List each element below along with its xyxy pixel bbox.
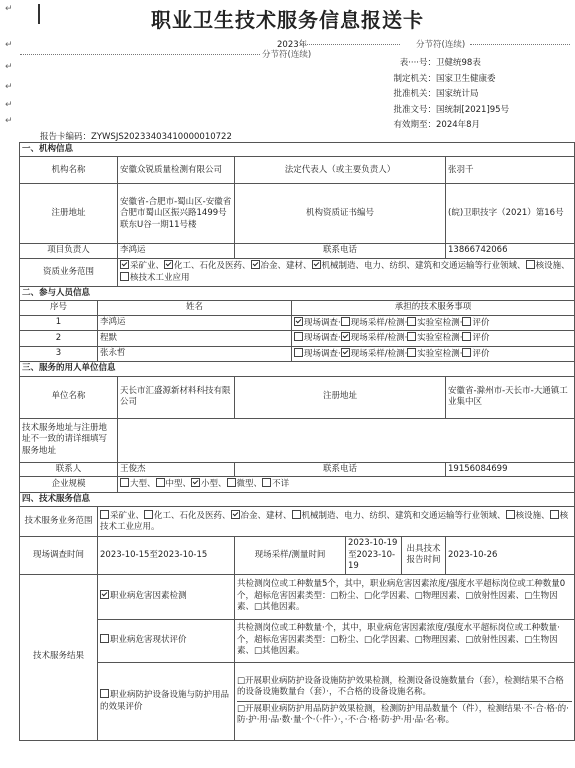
person-name[interactable]: 李鸿运 <box>98 315 292 330</box>
col-service-items: 承担的技术服务事项 <box>292 301 575 315</box>
checkbox-label: 大型、 <box>130 479 156 490</box>
info-line <box>378 72 573 88</box>
person-number: 1 <box>20 315 98 330</box>
checkbox[interactable] <box>294 332 303 341</box>
checkbox[interactable] <box>262 478 271 487</box>
checkbox[interactable] <box>341 332 350 341</box>
checkbox[interactable] <box>120 260 129 269</box>
checkbox-label: 实验室检测· <box>417 317 463 328</box>
result-evaluation-text: 共检测岗位或工种数量·个，其中，职业病危害因素浓度/强度水平超标岗位或工种数量·个，超标危害因素类型：□粉尘、□化学因素、□物理因素、□放射性因素、□生物因素、□其他因素。 <box>235 619 575 662</box>
section-service-header: 四、技术服务信息 <box>20 492 575 506</box>
person-name[interactable]: 程默 <box>98 331 292 346</box>
info-label: 批准机关： <box>393 89 436 99</box>
checkbox-label: 实验室检测· <box>417 333 463 344</box>
org-name-label: 机构名称 <box>20 157 118 184</box>
org-address-label: 注册地址 <box>20 184 118 244</box>
statistics-info-box <box>378 56 573 144</box>
report-time-label: 出具技术报告时间 <box>402 537 446 574</box>
org-address-value[interactable]: 安徽省-合肥市-蜀山区-安徽省合肥市蜀山区振兴路1499号联东U谷一期11号楼 <box>118 184 235 244</box>
info-value: 卫健统98表 <box>436 58 481 68</box>
checkbox-label: 核设施、 <box>535 260 570 271</box>
checkbox[interactable] <box>407 317 416 326</box>
checkbox-label: 现场调查· <box>304 317 341 328</box>
checkbox[interactable] <box>407 348 416 357</box>
section-break-label-2: 分节符(连续) <box>262 50 312 60</box>
checkbox-label: 现场采样/检测· <box>350 348 408 359</box>
checkbox-label: 机械制造、电力、纺织、建筑和交通运输等行业领域、 <box>321 260 526 271</box>
contact-value[interactable]: 王俊杰 <box>118 462 235 476</box>
info-line <box>378 87 573 103</box>
paragraph-mark: ↵ <box>5 62 13 72</box>
section-break-line <box>300 44 400 45</box>
checkbox[interactable] <box>526 260 535 269</box>
section-employer-header: 三、服务的用人单位信息 <box>20 362 575 376</box>
checkbox-label: 化工、石化及医药、 <box>154 510 231 521</box>
legal-rep-label: 法定代表人（或主要负责人） <box>235 157 446 184</box>
project-lead-label: 项目负责人 <box>20 244 118 258</box>
checkbox[interactable] <box>100 634 109 643</box>
col-name: 姓名 <box>98 301 292 315</box>
unit-address-label: 注册地址 <box>235 376 446 418</box>
unit-name-value[interactable]: 天长市汇盛源新材料科技有限公司 <box>118 376 235 418</box>
checkbox[interactable] <box>462 348 471 357</box>
cert-number-value[interactable]: (皖)卫职技字（2021）第16号 <box>446 184 575 244</box>
project-lead-value[interactable]: 李鸿运 <box>118 244 235 258</box>
person-number: 3 <box>20 346 98 361</box>
org-name-value[interactable]: 安徽众锐质量检测有限公司 <box>118 157 235 184</box>
checkbox-label: 冶金、建材、 <box>240 510 292 521</box>
checkbox-label: 采矿业、 <box>130 260 165 271</box>
paragraph-mark: ↵ <box>5 82 13 92</box>
paragraph-mark: ↵ <box>5 40 13 50</box>
checkbox[interactable] <box>100 510 109 519</box>
checkbox-label: 现场采样/检测· <box>350 333 408 344</box>
checkbox-label: 现场调查· <box>304 333 341 344</box>
report-time-value[interactable]: 2023-10-26 <box>446 537 575 574</box>
person-items <box>292 346 575 361</box>
report-card-number: 报告卡编码：ZYWSJS20233403410000010722 <box>40 132 232 142</box>
contact-label: 联系人 <box>20 462 118 476</box>
checkbox[interactable] <box>341 317 350 326</box>
checkbox[interactable] <box>120 272 129 281</box>
info-label: 表····号： <box>399 58 436 68</box>
qualification-scope-label: 资质业务范围 <box>20 258 118 286</box>
checkbox-label: 核设施、 <box>515 510 550 521</box>
protection-supplies-text: □开展职业病防护用品防护效果检测，检测防护用品数量个（件），检测结果·不·合·格·的·防·护·用·品·数·量·个·（·件·）·，·不·合·格·防·护·用·品·名·称。 <box>237 703 569 725</box>
cert-number-label: 机构资质证书编号 <box>235 184 446 244</box>
protection-equipment-text: □开展职业病防护设备设施防护效果检测，检测设备设施数量台（套），检测结果不合格的设备设施数量台（套）·，不合格的设备设施名称。 <box>237 676 572 702</box>
checkbox-label: 评价 <box>472 348 490 359</box>
checkbox[interactable] <box>407 332 416 341</box>
year-line: 2023年 <box>277 40 308 50</box>
company-size-checklist <box>118 477 575 492</box>
paragraph-mark: ↵ <box>5 116 13 126</box>
person-name[interactable]: 张永哲 <box>98 346 292 361</box>
checkbox[interactable] <box>100 689 109 698</box>
person-items <box>292 315 575 330</box>
section-org-header: 一、机构信息 <box>20 143 575 157</box>
checkbox-label: 不详 <box>272 479 290 490</box>
info-value: 2024年8月 <box>436 120 481 130</box>
checkbox-label: 现场采样/检测· <box>350 317 408 328</box>
service-address-value[interactable] <box>118 418 575 462</box>
checkbox[interactable] <box>506 510 515 519</box>
unit-phone-value[interactable]: 19156084699 <box>446 462 575 476</box>
result-evaluation-label: 职业病危害现状评价 <box>98 619 235 662</box>
checkbox-label: 化工、石化及医药、 <box>174 260 251 271</box>
checkbox[interactable] <box>341 348 350 357</box>
org-phone-label: 联系电话 <box>235 244 446 258</box>
page-title: 职业卫生技术服务信息报送卡 <box>151 8 424 32</box>
info-label: 批准文号： <box>393 104 436 115</box>
service-scope-checklist <box>98 507 575 537</box>
checkbox[interactable] <box>294 317 303 326</box>
checkbox-label: 现场调查· <box>304 348 341 359</box>
section-break-line <box>20 54 260 55</box>
checkbox-label: 采矿业、 <box>110 510 145 521</box>
service-scope-label: 技术服务业务范围 <box>20 507 98 537</box>
org-phone-value[interactable]: 13866742066 <box>446 244 575 258</box>
unit-name-label: 单位名称 <box>20 376 118 418</box>
info-label: 制定机关： <box>393 73 436 84</box>
checkbox[interactable] <box>191 478 200 487</box>
checkbox-label: 中型、 <box>165 479 192 490</box>
checkbox[interactable] <box>462 317 471 326</box>
section-break-line <box>470 44 570 45</box>
checkbox-label: 核技术工业应用。 <box>100 510 569 533</box>
checkbox-label: 冶金、建材、 <box>260 260 312 271</box>
unit-phone-label: 联系电话 <box>235 462 446 476</box>
checkbox-label: 评价 <box>472 317 490 328</box>
result-protection-text <box>235 662 575 740</box>
sampling-time-label: 现场采样/测量时间 <box>235 537 346 574</box>
service-address-label: 技术服务地址与注册地址不一致的请详细填写服务地址 <box>20 418 118 462</box>
checkbox-label: 评价 <box>472 333 490 344</box>
checkbox-label: 实验室检测· <box>417 348 463 359</box>
checkbox[interactable] <box>550 510 559 519</box>
unit-address-value[interactable]: 安徽省-滁州市-天长市-大通镇工业集中区 <box>446 376 575 418</box>
info-value: 国家统计局 <box>436 89 479 99</box>
checkbox[interactable] <box>164 260 173 269</box>
checkbox[interactable] <box>251 260 260 269</box>
section-break-label: 分节符(连续) <box>416 40 466 50</box>
checkbox[interactable] <box>227 478 236 487</box>
checkbox[interactable] <box>292 510 301 519</box>
legal-rep-value[interactable]: 张羽千 <box>446 157 575 184</box>
checkbox-label: 机械制造、电力、纺织、建筑和交通运输等行业领域、 <box>301 510 506 521</box>
service-result-label: 技术服务结果 <box>20 574 98 740</box>
checkbox[interactable] <box>156 478 165 487</box>
survey-time-value[interactable]: 2023-10-15至2023-10-15 <box>98 537 235 574</box>
checkbox-label: 核技术工业应用 <box>130 273 190 284</box>
info-value: 国统制[2021]95号 <box>436 104 510 115</box>
result-detection-label: 职业病危害因素检测 <box>98 574 235 619</box>
report-form-table <box>19 142 575 741</box>
info-line <box>378 56 573 72</box>
sampling-time-value[interactable]: 2023-10-19至2023-10-19 <box>346 537 402 574</box>
info-value: 国家卫生健康委 <box>436 73 496 84</box>
info-label: 有效期至： <box>393 120 436 130</box>
person-items <box>292 331 575 346</box>
checkbox[interactable] <box>312 260 321 269</box>
checkbox-label: 小型、 <box>201 479 227 490</box>
qualification-scope-checklist <box>118 258 575 286</box>
checkbox[interactable] <box>100 590 109 599</box>
checkbox[interactable] <box>462 332 471 341</box>
info-line <box>378 118 573 134</box>
checkbox[interactable] <box>231 510 240 519</box>
result-protection-label: 职业病防护设备设施与防护用品的效果评价 <box>98 662 235 740</box>
paragraph-mark: ↵ <box>5 100 13 110</box>
checkbox[interactable] <box>144 510 153 519</box>
info-line <box>378 103 573 119</box>
company-size-label: 企业规模 <box>20 477 118 492</box>
paragraph-mark: ↵ <box>5 4 13 14</box>
person-number: 2 <box>20 331 98 346</box>
result-detection-text: 共检测岗位或工种数量5个，其中，职业病危害因素浓度/强度水平超标岗位或工种数量0个，超标危害因素类型：□粉尘、□化学因素、□物理因素、□放射性因素、□生物因素、□其他因素。 <box>235 574 575 619</box>
col-number: 序号 <box>20 301 98 315</box>
checkbox[interactable] <box>120 478 129 487</box>
survey-time-label: 现场调查时间 <box>20 537 98 574</box>
section-personnel-header: 二、参与人员信息 <box>20 286 575 300</box>
checkbox-label: 微型、 <box>236 479 263 490</box>
checkbox[interactable] <box>294 348 303 357</box>
